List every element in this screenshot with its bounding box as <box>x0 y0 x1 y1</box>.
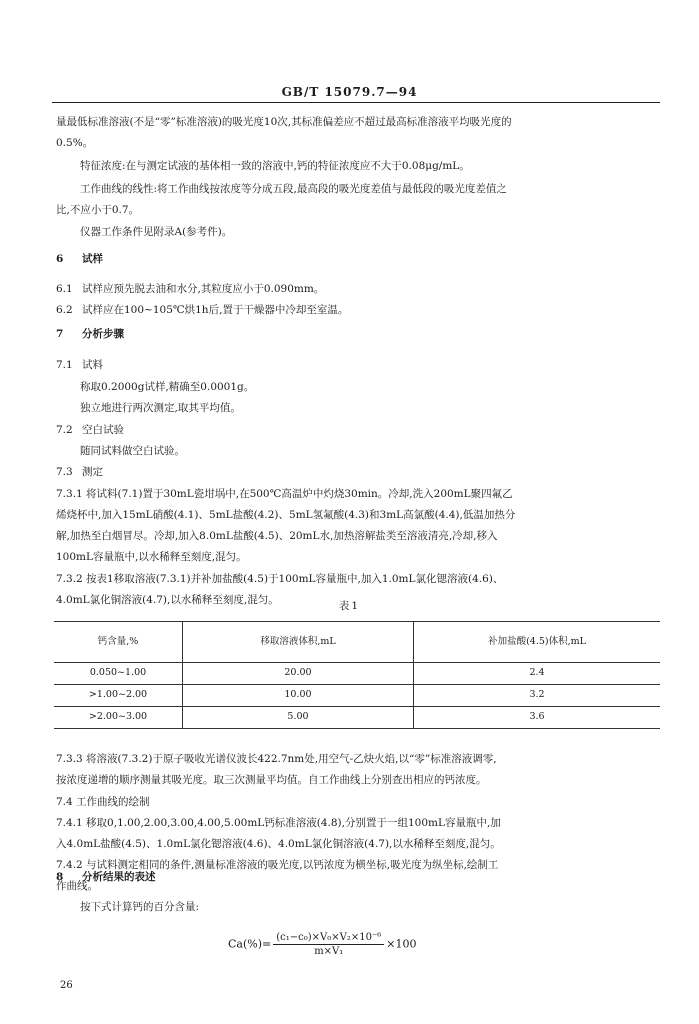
body-line <box>56 753 497 767</box>
text-line: 0.5%。 <box>56 137 94 149</box>
clause-number: 6.1 <box>56 283 73 295</box>
page-number: 26 <box>60 980 73 991</box>
section-heading <box>56 253 103 267</box>
clause-text: 独立地进行两次测定,取其平均值。 <box>80 402 241 414</box>
section-number: 7 <box>56 328 64 340</box>
clause-text: 烯烧杯中,加入15mL硝酸(4.1)、5mL盐酸(4.2)、5mL氢氟酸(4.3)和3mL高氯酸(4.4),低温加热分 <box>56 509 516 521</box>
body-line <box>56 551 247 565</box>
table-cell: 10.00 <box>183 685 414 707</box>
text-line: 工作曲线的线性:将工作曲线按浓度等分成五段,最高段的吸光度差值与最低段的吸光度差值之 <box>80 183 507 195</box>
text-line: 特征浓度:在与测定试液的基体相一致的溶液中,钙的特征浓度应不大于0.08μg/mL。 <box>80 160 470 172</box>
clause-number: 7.3 <box>56 466 73 478</box>
body-line <box>56 283 324 297</box>
clause-text: 试样应在100~105℃烘1h后,置于干燥器中冷却至室温。 <box>82 304 349 316</box>
calcium-formula <box>228 931 416 958</box>
text-line: 量最低标准溶液(不是“零”标准溶液)的吸光度10次,其标准偏差应不超过最高标准溶液平均吸光度的 <box>56 116 512 128</box>
table-cell: 2.4 <box>414 663 661 685</box>
body-line <box>56 573 503 587</box>
body-line <box>56 530 498 544</box>
formula-denominator: m×V₁ <box>314 946 344 957</box>
clause-text: 测定 <box>82 466 103 478</box>
body-line <box>56 488 513 502</box>
body-line <box>56 817 501 831</box>
section-title: 分析步骤 <box>82 328 124 340</box>
body-line <box>56 424 124 438</box>
body-line <box>56 359 103 373</box>
formula-tail: ×100 <box>386 937 417 951</box>
body-line <box>56 509 515 523</box>
section-number: 6 <box>56 253 64 265</box>
clause-text: 7.3.1 将试料(7.1)置于30mL瓷坩埚中,在500℃高温炉中灼烧30min。冷却,洗入200mL聚四氟乙 <box>56 488 513 500</box>
clause-text: 4.0mL氯化铜溶液(4.7),以水稀释至刻度,混匀。 <box>56 594 279 606</box>
table-row <box>54 663 660 685</box>
formula-numerator: (c₁−c₀)×V₀×V₂×10⁻⁶ <box>273 931 384 945</box>
table-1 <box>54 621 660 729</box>
table-header-cell: 补加盐酸(4.5)体积,mL <box>414 622 661 663</box>
table-cell: >1.00~2.00 <box>54 685 183 707</box>
body-line <box>56 304 348 318</box>
clause-text: 称取0.2000g试样,精确至0.0001g。 <box>80 381 255 393</box>
section-title: 分析结果的表述 <box>82 871 156 883</box>
body-line <box>56 880 98 894</box>
text-line: 比,不应小于0.7。 <box>56 204 140 216</box>
section-title: 试样 <box>82 253 103 265</box>
clause-text: 空白试验 <box>82 424 124 436</box>
table-caption: 表1 <box>338 600 361 612</box>
body-line <box>80 901 199 915</box>
clause-text: 100mL容量瓶中,以水稀释至刻度,混匀。 <box>56 551 247 563</box>
body-line <box>56 796 150 810</box>
clause-text: 7.4 工作曲线的绘制 <box>56 796 150 808</box>
clause-text: 作曲线。 <box>56 880 98 892</box>
table-cell: >2.00~3.00 <box>54 707 183 729</box>
table-cell: 3.2 <box>414 685 661 707</box>
table-row <box>54 707 660 729</box>
standard-header: GB/T 15079.7—94 <box>281 85 418 99</box>
clause-text: 试料 <box>82 359 103 371</box>
body-line <box>56 774 487 788</box>
clause-text: 7.3.2 按表1移取溶液(7.3.1)并补加盐酸(4.5)于100mL容量瓶中,加入1.0mL氯化锶溶液(4.6)、 <box>56 573 504 585</box>
text-line: 仪器工作条件见附录A(参考件)。 <box>80 226 233 238</box>
section-heading <box>56 328 124 342</box>
table-cell: 0.050~1.00 <box>54 663 183 685</box>
body-line <box>80 445 185 459</box>
body-line <box>80 381 254 395</box>
clause-text: 试样应预先脱去油和水分,其粒度应小于0.090mm。 <box>82 283 325 295</box>
clause-text: 7.3.3 将溶液(7.3.2)于原子吸收光谱仪波长422.7nm处,用空气-乙炔火焰,以“零”标准溶液调零, <box>56 753 497 765</box>
table-cell: 20.00 <box>183 663 414 685</box>
body-line <box>56 466 103 480</box>
table-cell: 3.6 <box>414 707 661 729</box>
table-row <box>54 685 660 707</box>
body-line <box>56 859 498 873</box>
header-rule <box>52 102 660 103</box>
formula-fraction <box>273 931 384 958</box>
formula-lhs: Ca(%)= <box>228 937 272 951</box>
clause-number: 7.1 <box>56 359 73 371</box>
clause-text: 7.4.2 与试料测定相同的条件,测量标准溶液的吸光度,以钙浓度为横坐标,吸光度为纵坐标,绘制工 <box>56 859 499 871</box>
body-line <box>56 838 501 852</box>
section-number: 8 <box>56 871 64 883</box>
table-header-row <box>54 622 660 663</box>
clause-number: 6.2 <box>56 304 73 316</box>
clause-text: 入4.0mL盐酸(4.5)、1.0mL氯化锶溶液(4.6)、4.0mL氯化铜溶液(4.7),以水稀释至刻度,混匀。 <box>56 838 501 850</box>
clause-text: 按浓度递增的顺序测量其吸光度。取三次测量平均值。自工作曲线上分别查出相应的钙浓度。 <box>56 774 487 786</box>
table-header-cell: 移取溶液体积,mL <box>183 622 414 663</box>
clause-number: 7.2 <box>56 424 73 436</box>
clause-text: 随同试料做空白试验。 <box>80 445 185 457</box>
clause-text: 按下式计算钙的百分含量: <box>80 901 200 913</box>
table-cell: 5.00 <box>183 707 414 729</box>
clause-text: 解,加热至白烟冒尽。冷却,加入8.0mL盐酸(4.5)、20mL水,加热溶解盐类至溶液清亮,冷却,移入 <box>56 530 498 542</box>
table-header-cell: 钙含量,% <box>54 622 183 663</box>
body-line <box>80 402 241 416</box>
clause-text: 7.4.1 移取0,1.00,2.00,3.00,4.00,5.00mL钙标准溶液(4.8),分别置于一组100mL容量瓶中,加 <box>56 817 501 829</box>
